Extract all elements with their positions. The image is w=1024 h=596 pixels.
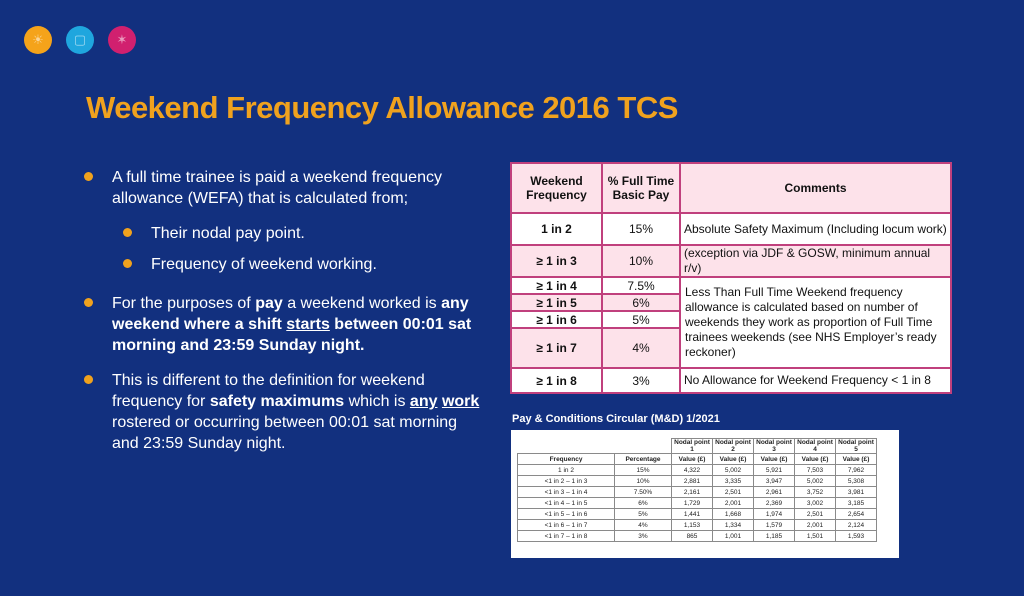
ref-cell: 2,001 — [795, 520, 836, 531]
sub-header: Value (£) — [754, 454, 795, 465]
sub-bullet-text: Their nodal pay point. — [151, 225, 305, 242]
ref-cell: 2,501 — [713, 487, 754, 498]
ref-cell: 3,981 — [836, 487, 877, 498]
weekend-frequency-table — [510, 162, 952, 394]
ref-cell: 1,501 — [795, 531, 836, 542]
ref-cell: 1,668 — [713, 509, 754, 520]
ref-cell: <1 in 6 – 1 in 7 — [518, 520, 615, 531]
pct-cell: 15% — [602, 213, 680, 245]
table-row — [511, 245, 951, 277]
comment-cell: No Allowance for Weekend Frequency < 1 in 8 — [680, 368, 951, 393]
text-span: rostered or occurring between 00:01 sat morning and 23:59 Sunday night. — [112, 414, 458, 452]
ref-cell: 6% — [615, 498, 672, 509]
ref-cell: <1 in 2 – 1 in 3 — [518, 476, 615, 487]
sub-header: Value (£) — [672, 454, 713, 465]
sub-bullet-item — [80, 254, 480, 275]
pct-cell: 4% — [602, 328, 680, 368]
ref-row — [518, 509, 877, 520]
sub-header: Value (£) — [795, 454, 836, 465]
ref-cell: <1 in 4 – 1 in 5 — [518, 498, 615, 509]
ref-cell: 3,002 — [795, 498, 836, 509]
column-header: Weekend Frequency — [511, 163, 602, 213]
ref-subheader-row — [518, 454, 877, 465]
ref-cell: 865 — [672, 531, 713, 542]
bullet-text — [112, 372, 479, 452]
nodal-header: Nodal point 2 — [713, 439, 754, 454]
figure-icon: ✶ — [108, 26, 136, 54]
ref-row — [518, 498, 877, 509]
freq-cell: ≥ 1 in 8 — [511, 368, 602, 393]
freq-cell: ≥ 1 in 7 — [511, 328, 602, 368]
sub-header: Percentage — [615, 454, 672, 465]
table-row — [511, 368, 951, 393]
ref-cell: 4,322 — [672, 465, 713, 476]
ref-cell: 10% — [615, 476, 672, 487]
table-row — [511, 277, 951, 294]
comment-cell: Absolute Safety Maximum (Including locum work) — [680, 213, 951, 245]
freq-cell: ≥ 1 in 6 — [511, 311, 602, 328]
ref-row — [518, 531, 877, 542]
bullet-text: A full time trainee is paid a weekend frequency allowance (WEFA) that is calculated from; — [112, 169, 442, 207]
freq-cell: 1 in 2 — [511, 213, 602, 245]
comment-cell: (exception via JDF & GOSW, minimum annual r/v) — [680, 245, 951, 277]
ref-cell: 2,501 — [795, 509, 836, 520]
sub-header: Value (£) — [713, 454, 754, 465]
column-header: Comments — [680, 163, 951, 213]
ref-cell: <1 in 3 – 1 in 4 — [518, 487, 615, 498]
ref-row — [518, 476, 877, 487]
pay-circular-image — [511, 430, 899, 558]
ref-cell: 1,579 — [754, 520, 795, 531]
text-span: which is — [344, 393, 410, 410]
nodal-header: Nodal point 4 — [795, 439, 836, 454]
underlined-span: starts — [286, 316, 330, 333]
text-span: For the purposes of — [112, 295, 256, 312]
header-icons — [24, 26, 136, 54]
bold-span: any weekend where a shift — [112, 295, 469, 333]
ref-cell: 1,974 — [754, 509, 795, 520]
bullet-text — [112, 295, 471, 354]
reference-table — [517, 438, 877, 542]
empty-cell — [615, 439, 672, 454]
bold-span: safety maximums — [209, 393, 345, 410]
ref-cell: 1,441 — [672, 509, 713, 520]
text-span: a weekend worked is — [282, 295, 442, 312]
bullet-icon — [84, 298, 93, 307]
ref-cell: <1 in 5 – 1 in 6 — [518, 509, 615, 520]
circular-caption: Pay & Conditions Circular (M&D) 1/2021 — [512, 413, 720, 425]
ref-cell: 1,185 — [754, 531, 795, 542]
table-header-row — [511, 163, 951, 213]
sub-bullet-text: Frequency of weekend working. — [151, 256, 377, 273]
ref-cell: 2,001 — [713, 498, 754, 509]
ref-cell: 2,161 — [672, 487, 713, 498]
underlined-span: any — [409, 393, 438, 410]
ref-cell: 1,334 — [713, 520, 754, 531]
bullet-icon — [123, 228, 132, 237]
bullet-icon — [84, 172, 93, 181]
bold-span: pay — [255, 295, 283, 312]
pct-cell: 5% — [602, 311, 680, 328]
ref-cell: 2,881 — [672, 476, 713, 487]
ref-cell: 3,185 — [836, 498, 877, 509]
pct-cell: 6% — [602, 294, 680, 311]
bullet-icon — [123, 259, 132, 268]
bullet-list — [80, 167, 480, 468]
ref-cell: 5% — [615, 509, 672, 520]
ref-cell: 4% — [615, 520, 672, 531]
bullet-item — [80, 293, 480, 356]
ref-row — [518, 465, 877, 476]
text-span: This is different to the definition for weekend frequency for — [112, 372, 425, 410]
pct-cell: 3% — [602, 368, 680, 393]
sub-header: Value (£) — [836, 454, 877, 465]
bullet-item — [80, 167, 480, 209]
page-title: Weekend Frequency Allowance 2016 TCS — [86, 90, 678, 125]
ref-cell: 5,308 — [836, 476, 877, 487]
sun-icon: ☀ — [24, 26, 52, 54]
bullet-item — [80, 370, 480, 454]
ref-cell: 2,654 — [836, 509, 877, 520]
ref-row — [518, 520, 877, 531]
ref-cell: 2,369 — [754, 498, 795, 509]
ref-cell: 5,002 — [795, 476, 836, 487]
ref-row — [518, 487, 877, 498]
nodal-header: Nodal point 1 — [672, 439, 713, 454]
nodal-header: Nodal point 3 — [754, 439, 795, 454]
pct-cell: 10% — [602, 245, 680, 277]
ref-header-row — [518, 439, 877, 454]
freq-cell: ≥ 1 in 5 — [511, 294, 602, 311]
freq-cell: ≥ 1 in 3 — [511, 245, 602, 277]
underlined-span: work — [441, 393, 480, 410]
sub-bullet-item — [80, 223, 480, 244]
ref-cell: 7.50% — [615, 487, 672, 498]
freq-cell: ≥ 1 in 4 — [511, 277, 602, 294]
ref-cell: 2,124 — [836, 520, 877, 531]
empty-cell — [518, 439, 615, 454]
ref-cell: 5,002 — [713, 465, 754, 476]
table-row — [511, 213, 951, 245]
ref-cell: 3,335 — [713, 476, 754, 487]
ref-cell: 2,961 — [754, 487, 795, 498]
ref-cell: 1,001 — [713, 531, 754, 542]
ref-cell: 3% — [615, 531, 672, 542]
ref-cell: 1 in 2 — [518, 465, 615, 476]
ref-cell: 1,729 — [672, 498, 713, 509]
ref-cell: 15% — [615, 465, 672, 476]
square-icon: ▢ — [66, 26, 94, 54]
ref-cell: 1,153 — [672, 520, 713, 531]
ref-cell: 3,752 — [795, 487, 836, 498]
pct-cell: 7.5% — [602, 277, 680, 294]
bullet-icon — [84, 375, 93, 384]
ref-cell: 7,503 — [795, 465, 836, 476]
nodal-header: Nodal point 5 — [836, 439, 877, 454]
sub-header: Frequency — [518, 454, 615, 465]
ref-cell: 5,921 — [754, 465, 795, 476]
ref-cell: <1 in 7 – 1 in 8 — [518, 531, 615, 542]
ref-cell: 1,593 — [836, 531, 877, 542]
bold-span: between 00:01 sat morning and 23:59 Sunday night. — [112, 316, 472, 354]
ref-cell: 3,947 — [754, 476, 795, 487]
ref-cell: 7,962 — [836, 465, 877, 476]
merged-comment-cell: Less Than Full Time Weekend frequency allowance is calculated based on number of weekends they work as proportion of Full Time trainees weekends (see NHS Employer’s ready reckoner) — [680, 277, 951, 368]
column-header: % Full Time Basic Pay — [602, 163, 680, 213]
